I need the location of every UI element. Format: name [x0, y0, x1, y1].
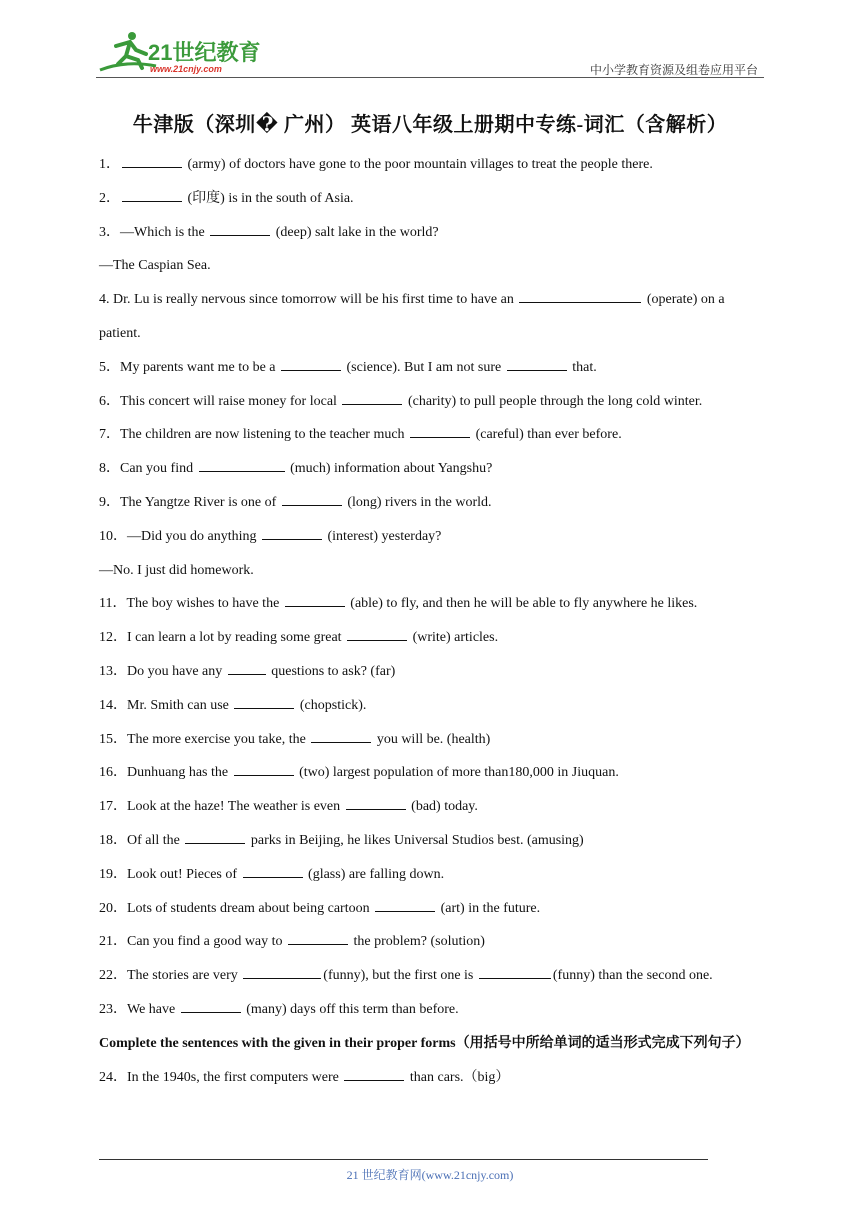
question-21: 21．Can you find a good way to the problem? (solution): [99, 934, 485, 950]
answer-blank: [519, 290, 641, 303]
answer-blank: [185, 831, 245, 844]
question-3: 3．—Which is the (deep) salt lake in the world?: [99, 224, 439, 240]
answer-blank: [199, 459, 285, 472]
question-12: 12．I can learn a lot by reading some great (write) articles.: [99, 630, 499, 646]
question-14: 14．Mr. Smith can use (chopstick).: [99, 697, 367, 713]
question-23: 23．We have (many) days off this term than before.: [99, 1001, 459, 1017]
answer-blank: [347, 628, 407, 641]
question-22: 22．The stories are very (funny), but the first one is (funny) than the second one.: [99, 968, 713, 984]
question-18: 18．Of all the parks in Beijing, he likes Universal Studios best. (amusing): [99, 832, 584, 848]
answer-3: —The Caspian Sea.: [99, 258, 211, 274]
question-7: 7．The children are now listening to the teacher much (careful) than ever before.: [99, 427, 622, 443]
question-1: 1． (army) of doctors have gone to the poor mountain villages to treat the people there.: [99, 157, 653, 172]
question-16: 16．Dunhuang has the (two) largest population of more than180,000 in Jiuquan.: [99, 765, 619, 781]
answer-blank: [346, 797, 406, 810]
answer-blank: [122, 189, 182, 202]
question-4: 4. Dr. Lu is really nervous since tomorrow will be his first time to have an (operate) on a patient.: [99, 292, 725, 341]
platform-text: 中小学教育资源及组卷应用平台: [589, 63, 758, 77]
question-19: 19．Look out! Pieces of (glass) are falling down.: [99, 866, 445, 882]
answer-blank: [282, 493, 342, 506]
question-13: 13．Do you have any questions to ask? (far): [99, 663, 396, 679]
answer-blank: [342, 392, 402, 405]
footer-text: 21 世纪教育网(www.21cnjy.com): [346, 1168, 514, 1182]
answer-blank: [243, 865, 303, 878]
answer-blank: [181, 1000, 241, 1013]
answer-blank: [243, 966, 321, 979]
section-instruction: Complete the sentences with the given in their proper forms（用括号中所给单词的适当形式完成下列句子）: [99, 1035, 750, 1051]
answer-blank: [410, 425, 470, 438]
question-10: 10．—Did you do anything (interest) yesterday?: [99, 528, 442, 544]
answer-blank: [234, 763, 294, 776]
question-9: 9．The Yangtze River is one of (long) rivers in the world.: [99, 494, 492, 510]
logo-21cnjy: [96, 30, 266, 76]
answer-blank: [479, 966, 551, 979]
answer-blank: [344, 1068, 404, 1081]
page-header: [96, 30, 764, 78]
question-list: [99, 148, 764, 1094]
question-6: 6．This concert will raise money for local (charity) to pull people through the long cold winter.: [99, 393, 703, 409]
answer-blank: [375, 899, 435, 912]
answer-blank: [228, 662, 266, 675]
question-2: 2． (印度) is in the south of Asia.: [99, 190, 354, 206]
answer-blank: [288, 932, 348, 945]
question-8: 8．Can you find (much) information about Yangshu?: [99, 461, 493, 477]
answer-blank: [285, 594, 345, 607]
document-title: 牛津版（深圳� 广州） 英语八年级上册期中专练-词汇（含解析）: [132, 114, 728, 136]
header-divider: [96, 77, 764, 78]
question-20: 20．Lots of students dream about being cartoon (art) in the future.: [99, 900, 541, 916]
svg-text:www.21cnjy.com: www.21cnjy.com: [150, 64, 222, 74]
answer-blank: [507, 358, 567, 371]
question-11: 11．The boy wishes to have the (able) to fly, and then he will be able to fly anywhere he likes.: [99, 596, 698, 612]
question-15: 15．The more exercise you take, the you will be. (health): [99, 731, 491, 747]
question-24: 24．In the 1940s, the first computers were than cars.（big）: [99, 1069, 510, 1085]
answer-10: —No. I just did homework.: [99, 562, 254, 578]
answer-blank: [281, 358, 341, 371]
svg-text:21世纪教育: 21世纪教育: [148, 40, 261, 65]
footer-divider: [99, 1159, 708, 1160]
answer-blank: [311, 730, 371, 743]
answer-blank: [262, 527, 322, 540]
answer-blank: [234, 696, 294, 709]
question-17: 17．Look at the haze! The weather is even (bad) today.: [99, 799, 478, 815]
answer-blank: [122, 155, 182, 168]
answer-blank: [210, 223, 270, 236]
question-5: 5．My parents want me to be a (science). But I am not sure that.: [99, 359, 597, 375]
